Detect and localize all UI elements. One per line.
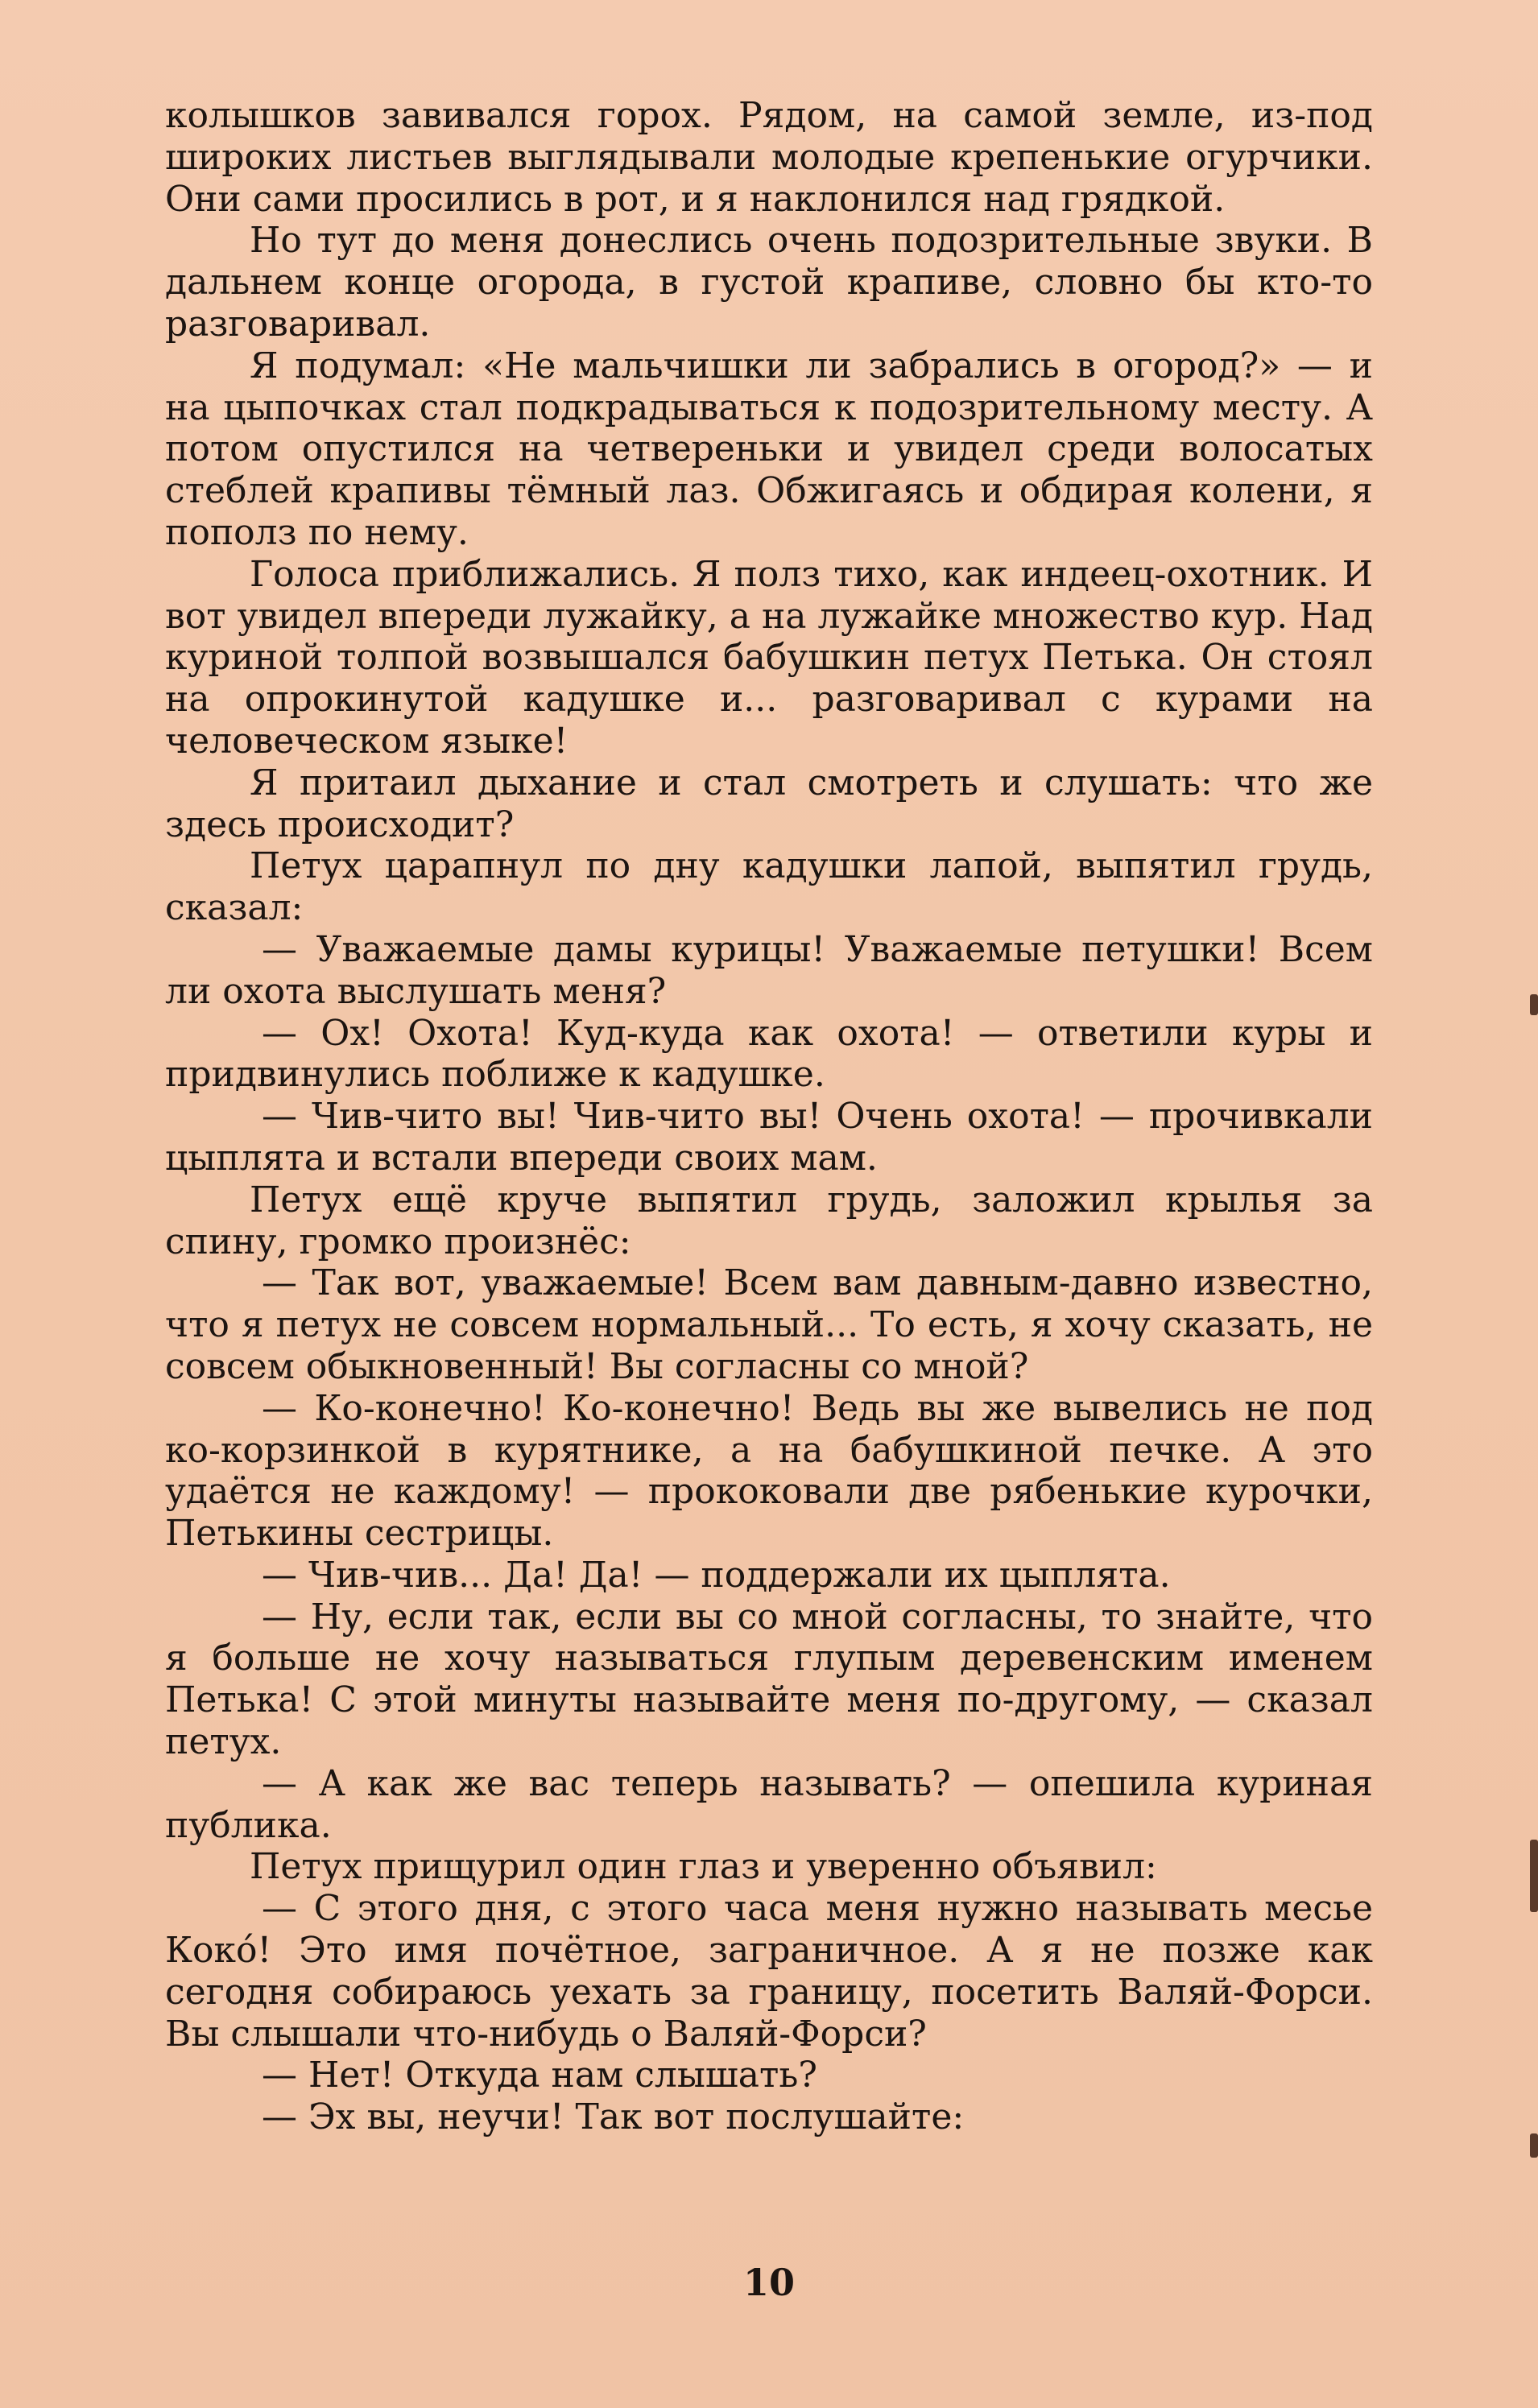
paragraph-8: Петух прищурил один глаз и уверенно объявил:: [250, 1846, 1157, 1888]
page-edge-mark: [1530, 1840, 1538, 1912]
paragraph-3: Я подумал: «Не мальчишки ли забрались в огород?» — и на цыпочках стал подкрадываться к подозрительному месту. А потом опустился на четвереньки и увидел среди волосатых стеблей крапивы тёмный лаз. Обжигаясь и обдирая колени, я пополз по нему.: [165, 345, 1373, 553]
dialog-line-6: — Чив-чив... Да! Да! — поддержали их цыплята.: [262, 1554, 1171, 1596]
dialog-line-1: — Уважаемые дамы курицы! Уважаемые петушки! Всем ли охота выслушать меня?: [165, 928, 1373, 1012]
dialog-line-11: — Эх вы, неучи! Так вот послушайте:: [262, 2096, 965, 2138]
dialog-line-7: — Ну, если так, если вы со мной согласны, то знайте, что я больше не хочу называться глупым деревенским именем Петька! С этой минуты называйте меня по-другому, — сказал петух.: [165, 1596, 1373, 1763]
paragraph-4: Голоса приближались. Я полз тихо, как индеец-охотник. И вот увидел впереди лужайку, а на лужайке множество кур. Над куриной толпой возвышался бабушкин петух Петька. Он стоял на опрокинутой кадушке и... разговаривал с курами на человеческом языке!: [165, 553, 1373, 762]
dialog-line-2: — Ох! Охота! Куд-куда как охота! — ответили куры и придвинулись поближе к кадушке.: [165, 1012, 1373, 1096]
dialog-line-3: — Чив-чито вы! Чив-чито вы! Очень охота! — прочивкали цыплята и встали впереди своих мам.: [165, 1096, 1373, 1179]
dialog-line-5: — Ко-конечно! Ко-конечно! Ведь вы же вывелись не под ко-корзинкой в курятнике, а на бабушкиной печке. А это удаётся не каждому! — прококовали две рябенькие курочки, Петькины сестрицы.: [165, 1387, 1373, 1555]
page-edge-mark: [1530, 994, 1538, 1015]
paragraph-6: Петух царапнул по дну кадушки лапой, выпятил грудь, сказал:: [165, 845, 1373, 929]
page-edge-mark: [1530, 2133, 1538, 2158]
dialog-line-10: — Нет! Откуда нам слышать?: [262, 2055, 817, 2096]
body-text: [165, 95, 1373, 2138]
dialog-line-9: — С этого дня, с этого часа меня нужно называть месье Кокó! Это имя почётное, заграничное. А я не позже как сегодня собираюсь уехать за границу, посетить Валяй-Форси. Вы слышали что-нибудь о Валяй-Форси?: [165, 1888, 1373, 2055]
paragraph-2: Но тут до меня донеслись очень подозрительные звуки. В дальнем конце огорода, в густой крапиве, словно бы кто-то разговаривал.: [165, 220, 1373, 345]
paragraph-1: колышков завивался горох. Рядом, на самой земле, из-под широких листьев выглядывали молодые крепенькие огурчики. Они сами просились в рот, и я наклонился над грядкой.: [165, 95, 1373, 220]
paragraph-5: Я притаил дыхание и стал смотреть и слушать: что же здесь происходит?: [165, 762, 1373, 845]
dialog-line-4: — Так вот, уважаемые! Всем вам давным-давно известно, что я петух не совсем нормальный... То есть, я хочу сказать, не совсем обыкновенный! Вы согласны со мной?: [165, 1262, 1373, 1387]
dialog-line-8: — А как же вас теперь называть? — опешила куриная публика.: [165, 1762, 1373, 1846]
page-number: 10: [742, 2261, 795, 2304]
paragraph-7: Петух ещё круче выпятил грудь, заложил крылья за спину, громко произнёс:: [165, 1179, 1373, 1262]
